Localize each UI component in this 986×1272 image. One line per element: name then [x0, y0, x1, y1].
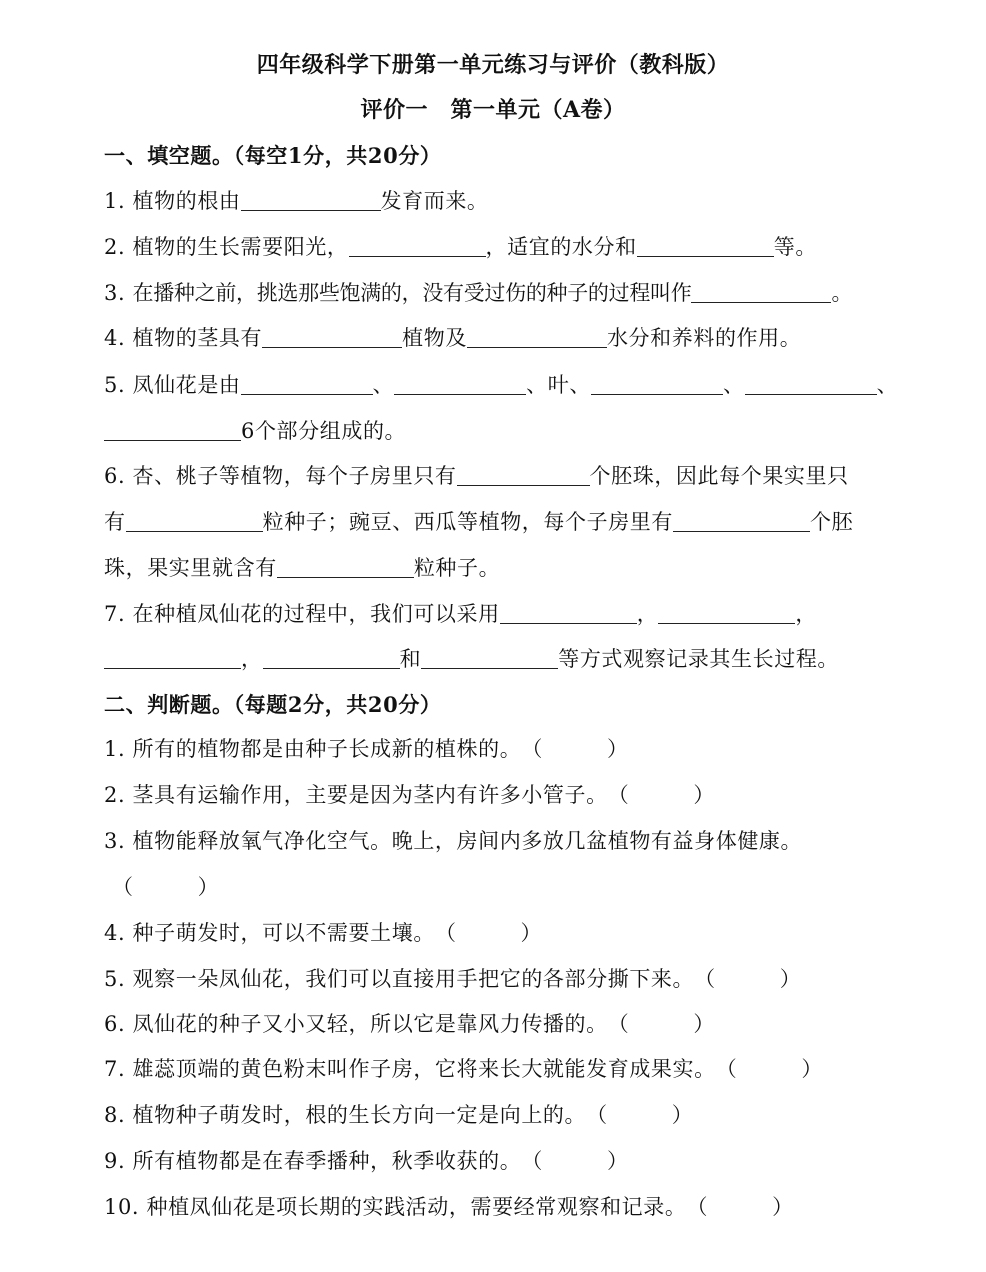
judge-question-4: [104, 919, 542, 947]
answer-paren[interactable]: （ ）: [586, 1103, 694, 1127]
q4-text-b: 植物及: [402, 326, 467, 350]
fill-question-4: [104, 324, 801, 352]
fill-question-6-line3: [104, 554, 500, 582]
q5-text-a: 凤仙花是由: [132, 373, 241, 397]
j8-text: 植物种子萌发时，根的生长方向一定是向上的。: [132, 1103, 587, 1127]
q5-text-e: 、: [876, 373, 899, 397]
answer-blank[interactable]: [467, 325, 607, 348]
q3-number: 3.: [104, 281, 126, 305]
q7-text-a: 在种植凤仙花的过程中，我们可以采用: [132, 602, 500, 626]
q2-text-c: 等。: [773, 235, 817, 259]
j5-number: 5.: [104, 967, 126, 991]
fill-question-1: [104, 187, 489, 215]
answer-paren[interactable]: （ ）: [694, 967, 802, 991]
judge-question-5: [104, 965, 801, 993]
answer-blank[interactable]: [658, 601, 795, 624]
answer-blank[interactable]: [241, 372, 373, 395]
q6-text-c: 有: [104, 510, 126, 534]
j4-number: 4.: [104, 921, 126, 945]
j5-text: 观察一朵凤仙花，我们可以直接用手把它的各部分撕下来。: [132, 967, 695, 991]
fill-question-7-line2: [104, 645, 839, 673]
q2-number: 2.: [104, 235, 126, 259]
j2-number: 2.: [104, 783, 126, 807]
q3-text-b: 。: [831, 281, 854, 305]
answer-blank[interactable]: [126, 509, 263, 532]
q7-number: 7.: [104, 602, 126, 626]
j7-text: 雄蕊顶端的黄色粉末叫作子房，它将来长大就能发育成果实。: [132, 1057, 716, 1081]
q7-text-c: ，: [795, 602, 817, 626]
q1-text-a: 植物的根由: [132, 189, 241, 213]
q5-text-b: 、: [372, 373, 395, 397]
worksheet-subtitle: 评价一 第一单元（A卷）: [360, 97, 626, 123]
j3-text: 植物能释放氧气净化空气。晚上，房间内多放几盆植物有益身体健康。: [132, 829, 803, 853]
answer-blank[interactable]: [591, 372, 723, 395]
j6-number: 6.: [104, 1012, 126, 1036]
j9-text: 所有植物都是在春季播种，秋季收获的。: [132, 1149, 522, 1173]
q5-text-d: 、: [722, 373, 745, 397]
answer-blank[interactable]: [263, 646, 400, 669]
answer-paren[interactable]: （ ）: [521, 737, 629, 761]
q6-text-g: 粒种子。: [413, 556, 501, 580]
j10-number: 10.: [104, 1195, 140, 1219]
answer-paren[interactable]: （ ）: [686, 1195, 794, 1219]
fill-question-7-line1: [104, 600, 817, 628]
q1-text-b: 发育而来。: [380, 189, 489, 213]
q7-text-b: ，: [636, 602, 659, 626]
answer-blank[interactable]: [262, 325, 402, 348]
j1-number: 1.: [104, 737, 126, 761]
q6-text-f: 珠，果实里就含有: [104, 556, 277, 580]
judge-question-10: [104, 1193, 794, 1221]
answer-blank[interactable]: [349, 234, 486, 257]
j9-number: 9.: [104, 1149, 126, 1173]
answer-blank[interactable]: [104, 418, 241, 441]
q5-text-c: 、叶、: [526, 373, 591, 397]
answer-paren[interactable]: （ ）: [715, 1057, 823, 1081]
judge-question-9: [104, 1147, 629, 1175]
answer-blank[interactable]: [104, 646, 241, 669]
q4-text-c: 水分和养料的作用。: [606, 326, 802, 350]
answer-blank[interactable]: [241, 188, 381, 211]
answer-blank[interactable]: [457, 463, 590, 486]
fill-question-6-line2: [104, 508, 853, 536]
judge-question-8: [104, 1101, 693, 1129]
j8-number: 8.: [104, 1103, 126, 1127]
answer-paren[interactable]: （ ）: [521, 1149, 629, 1173]
judge-question-3: [104, 827, 802, 855]
judge-question-7: [104, 1055, 823, 1083]
q3-text-a: 在播种之前，挑选那些饱满的，没有受过伤的种子的过程叫作: [132, 281, 692, 305]
q1-number: 1.: [104, 189, 126, 213]
q6-text-d: 粒种子；豌豆、西瓜等植物，每个子房里有: [262, 510, 674, 534]
j3-number: 3.: [104, 829, 126, 853]
fill-question-5-line1: [104, 371, 898, 399]
q7-text-f: 等方式观察记录其生长过程。: [558, 647, 840, 671]
answer-paren[interactable]: （ ）: [434, 921, 543, 945]
q6-number: 6.: [104, 464, 126, 488]
fill-question-6-line1: [104, 462, 849, 490]
answer-paren[interactable]: （ ）: [607, 783, 715, 807]
j7-number: 7.: [104, 1057, 126, 1081]
section1-heading: 一、填空题。（每空1分，共20分）: [104, 143, 442, 168]
j1-text: 所有的植物都是由种子长成新的植株的。: [132, 737, 522, 761]
judge-question-1: [104, 735, 629, 763]
answer-paren[interactable]: （ ）: [607, 1012, 715, 1036]
q6-text-a: 杏、桃子等植物，每个子房里只有: [132, 464, 457, 488]
j10-text: 种植凤仙花是项长期的实践活动，需要经常观察和记录。: [146, 1195, 687, 1219]
judge-question-6: [104, 1010, 715, 1038]
answer-blank[interactable]: [500, 601, 637, 624]
j6-text: 凤仙花的种子又小又轻，所以它是靠风力传播的。: [132, 1012, 608, 1036]
answer-blank[interactable]: [277, 555, 414, 578]
answer-paren[interactable]: （ ）: [112, 875, 220, 899]
q4-number: 4.: [104, 326, 126, 350]
q6-text-e: 个胚: [810, 510, 854, 534]
answer-blank[interactable]: [673, 509, 810, 532]
j2-text: 茎具有运输作用，主要是因为茎内有许多小管子。: [132, 783, 608, 807]
answer-blank[interactable]: [691, 280, 831, 303]
q7-text-e: 和: [399, 647, 422, 671]
q5-text-f: 6个部分组成的。: [241, 419, 407, 443]
j4-text: 种子萌发时，可以不需要土壤。: [132, 921, 435, 945]
answer-blank[interactable]: [637, 234, 774, 257]
worksheet-title: 四年级科学下册第一单元练习与评价（教科版）: [256, 52, 730, 78]
fill-question-2: [104, 233, 817, 261]
judge-question-2: [104, 781, 715, 809]
fill-question-5-line2: [104, 417, 406, 445]
answer-blank[interactable]: [394, 372, 526, 395]
q4-text-a: 植物的茎具有: [132, 326, 263, 350]
q7-text-d: ，: [241, 647, 263, 671]
q6-text-b: 个胚珠，因此每个果实里只: [589, 464, 849, 488]
answer-blank[interactable]: [421, 646, 558, 669]
q2-text-a: 植物的生长需要阳光，: [132, 235, 349, 259]
section2-heading: 二、判断题。（每题2分，共20分）: [104, 692, 442, 717]
judge-question-3-paren-line: [112, 873, 219, 901]
fill-question-3: [104, 279, 853, 307]
q2-text-b: ，适宜的水分和: [485, 235, 637, 259]
answer-blank[interactable]: [745, 372, 877, 395]
q5-number: 5.: [104, 373, 126, 397]
